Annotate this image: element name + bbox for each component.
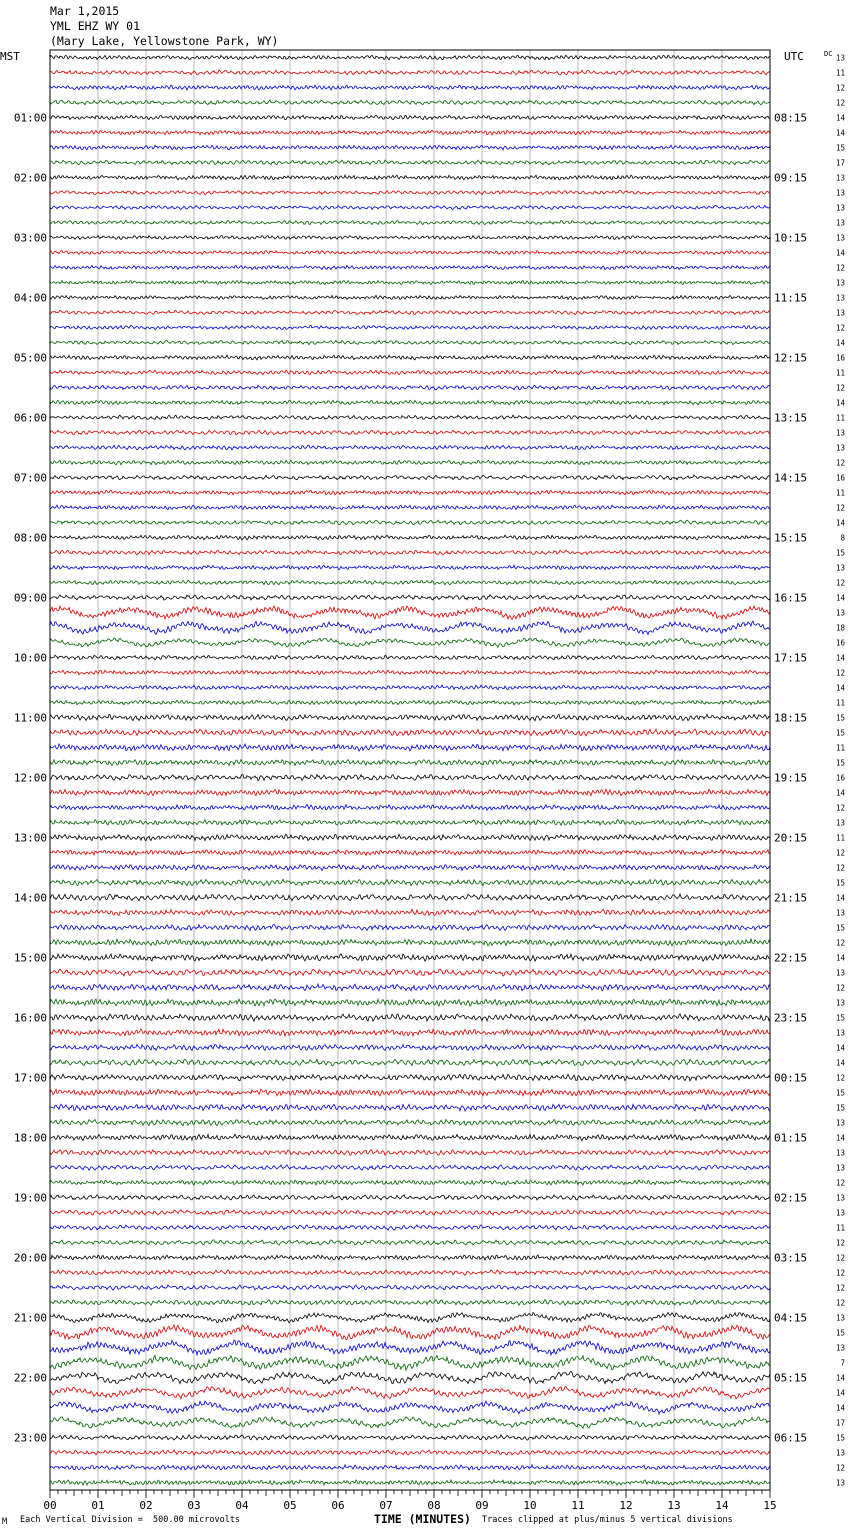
dc-offset-label: 13: [835, 173, 845, 183]
utc-hour-labels: [774, 112, 807, 1445]
utc-hour-label: 19:15: [774, 771, 808, 785]
minute-gridlines: [98, 50, 722, 1490]
dc-offset-label: 13: [835, 1193, 845, 1203]
trace-line: [50, 1340, 770, 1355]
dc-offset-label: 13: [835, 1118, 845, 1128]
trace-line: [50, 1014, 770, 1021]
trace-line: [50, 1180, 770, 1185]
dc-offset-label: 13: [835, 608, 845, 618]
trace-line: [50, 1313, 770, 1323]
dc-offset-label: 14: [835, 1133, 845, 1143]
dc-offset-label: 11: [835, 68, 845, 78]
dc-offset-label: 17: [835, 158, 845, 168]
dc-offset-label: 13: [835, 563, 845, 573]
x-axis: [43, 1490, 776, 1512]
trace-line: [50, 1480, 770, 1485]
trace-line: [50, 190, 770, 194]
dc-offset-label: 14: [835, 593, 845, 603]
trace-line: [50, 1225, 770, 1230]
utc-hour-label: 01:15: [774, 1131, 808, 1145]
dc-offset-label: 16: [835, 473, 845, 483]
dc-offset-label: 12: [835, 668, 845, 678]
dc-offset-label: 12: [835, 863, 845, 873]
trace-line: [50, 85, 770, 90]
trace-line: [50, 1104, 770, 1111]
dc-offset-label: 15: [835, 728, 845, 738]
dc-offset-label: 13: [835, 1208, 845, 1218]
trace-line: [50, 744, 770, 751]
trace-line: [50, 1300, 770, 1306]
trace-line: [50, 999, 770, 1006]
trace-line: [50, 160, 770, 165]
trace-line: [50, 130, 770, 135]
utc-hour-label: 02:15: [774, 1191, 808, 1205]
utc-hour-label: 08:15: [774, 111, 808, 125]
dc-offset-label: 12: [835, 83, 845, 93]
corner-mark: M: [2, 1517, 8, 1527]
dc-offset-label: 13: [835, 968, 845, 978]
utc-hour-label: 03:15: [774, 1251, 808, 1265]
trace-line: [50, 370, 770, 375]
dc-offset-label: 12: [835, 1238, 845, 1248]
x-tick-label: 02: [139, 1499, 153, 1512]
mst-hour-label: 12:00: [13, 771, 47, 785]
trace-line: [50, 475, 770, 480]
mst-hour-label: 17:00: [13, 1071, 47, 1085]
dc-offset-label: 12: [835, 263, 845, 273]
dc-offset-label: 13: [835, 443, 845, 453]
trace-line: [50, 1270, 770, 1275]
mst-hour-label: 22:00: [13, 1371, 47, 1385]
mst-hour-label: 09:00: [13, 591, 47, 605]
dc-offset-label: 13: [835, 308, 845, 318]
dc-offset-label: 12: [835, 803, 845, 813]
trace-line: [50, 340, 770, 344]
dc-offset-label: 15: [835, 143, 845, 153]
dc-offset-label: 12: [835, 848, 845, 858]
dc-offset-label: 13: [835, 908, 845, 918]
trace-line: [50, 70, 770, 75]
trace-line: [50, 894, 770, 901]
dc-offset-label: 13: [835, 1478, 845, 1488]
dc-offset-label: 15: [835, 878, 845, 888]
x-tick-label: 10: [523, 1499, 537, 1512]
trace-line: [50, 415, 770, 420]
dc-offset-label: 14: [835, 1058, 845, 1068]
utc-hour-label: 20:15: [774, 831, 808, 845]
trace-line: [50, 834, 770, 840]
dc-offset-label: 12: [835, 383, 845, 393]
dc-offset-label: 11: [835, 833, 845, 843]
dc-offset-label: 11: [835, 413, 845, 423]
x-tick-label: 07: [379, 1499, 393, 1512]
dc-offset-label: 11: [835, 368, 845, 378]
x-tick-label: 09: [475, 1499, 489, 1512]
trace-line: [50, 1371, 770, 1383]
trace-line: [50, 606, 770, 620]
mst-hour-label: 23:00: [13, 1431, 47, 1445]
trace-line: [50, 250, 770, 254]
trace-line: [50, 1089, 770, 1096]
x-tick-label: 15: [763, 1499, 777, 1512]
utc-hour-label: 15:15: [774, 531, 808, 545]
utc-hour-label: 06:15: [774, 1431, 808, 1445]
dc-offset-label: 12: [835, 323, 845, 333]
trace-line: [50, 1435, 770, 1440]
utc-hour-label: 12:15: [774, 351, 808, 365]
mst-hour-label: 06:00: [13, 411, 47, 425]
dc-offset-label: 14: [835, 1373, 845, 1383]
trace-line: [50, 205, 770, 209]
trace-line: [50, 1401, 770, 1414]
trace-line: [50, 265, 770, 269]
dc-offset-label: 13: [835, 188, 845, 198]
trace-line: [50, 595, 770, 600]
dc-offset-label: 13: [835, 1313, 845, 1323]
dc-offset-label: 14: [835, 953, 845, 963]
dc-offset-label: 14: [835, 683, 845, 693]
mst-hour-label: 21:00: [13, 1311, 47, 1325]
utc-hour-label: 05:15: [774, 1371, 808, 1385]
utc-hour-label: 17:15: [774, 651, 808, 665]
dc-offset-label: 13: [835, 818, 845, 828]
dc-offset-label: 13: [835, 1448, 845, 1458]
trace-line: [50, 879, 770, 885]
x-axis-title: TIME (MINUTES): [374, 1512, 471, 1526]
trace-line: [50, 1325, 770, 1340]
trace-line: [50, 1059, 770, 1066]
mst-hour-label: 02:00: [13, 171, 47, 185]
trace-line: [50, 638, 770, 647]
dc-offset-label: 12: [835, 1178, 845, 1188]
trace-line: [50, 55, 770, 60]
trace-line: [50, 235, 770, 239]
dc-offset-label: 14: [835, 1388, 845, 1398]
trace-line: [50, 1134, 770, 1140]
dc-offset-label: 12: [835, 503, 845, 513]
x-tick-label: 13: [667, 1499, 681, 1512]
utc-hour-label: 13:15: [774, 411, 808, 425]
dc-offset-label: 8: [840, 533, 845, 543]
utc-hour-label: 21:15: [774, 891, 808, 905]
utc-hour-label: 22:15: [774, 951, 808, 965]
dc-offset-label: 12: [835, 1283, 845, 1293]
trace-line: [50, 909, 770, 915]
clipping-note: Traces clipped at plus/minus 5 vertical divisions: [482, 1515, 733, 1525]
trace-line: [50, 1150, 770, 1156]
trace-line: [50, 700, 770, 705]
trace-line: [50, 729, 770, 736]
mst-hour-label: 13:00: [13, 831, 47, 845]
utc-hour-label: 10:15: [774, 231, 808, 245]
mst-hour-label: 14:00: [13, 891, 47, 905]
dc-offset-label: 14: [835, 338, 845, 348]
utc-hour-label: 18:15: [774, 711, 808, 725]
utc-hour-label: 14:15: [774, 471, 808, 485]
dc-axis-label: DC: [824, 50, 833, 58]
dc-offset-label: 12: [835, 1463, 845, 1473]
dc-offset-label: 14: [835, 113, 845, 123]
utc-hour-label: 16:15: [774, 591, 808, 605]
dc-offset-label: 11: [835, 1223, 845, 1233]
utc-axis-label: UTC: [784, 50, 804, 63]
mst-hour-label: 10:00: [13, 651, 47, 665]
trace-line: [50, 850, 770, 856]
x-tick-label: 05: [283, 1499, 297, 1512]
trace-line: [50, 280, 770, 284]
trace-line: [50, 295, 770, 299]
seismic-traces: [50, 55, 770, 1485]
dc-offset-label: 15: [835, 713, 845, 723]
dc-offset-label: 13: [835, 203, 845, 213]
x-tick-label: 04: [235, 1499, 249, 1512]
station-code: YML EHZ WY 01: [50, 19, 141, 33]
trace-line: [50, 220, 770, 224]
dc-offset-label: 13: [835, 53, 845, 63]
utc-hour-label: 00:15: [774, 1071, 808, 1085]
trace-line: [50, 805, 770, 811]
x-tick-label: 08: [427, 1499, 441, 1512]
trace-line: [50, 550, 770, 555]
dc-offset-label: 15: [835, 923, 845, 933]
trace-line: [50, 1465, 770, 1470]
trace-line: [50, 1285, 770, 1290]
trace-line: [50, 175, 770, 180]
trace-line: [50, 1165, 770, 1170]
dc-offset-label: 15: [835, 758, 845, 768]
dc-offset-label: 16: [835, 638, 845, 648]
trace-line: [50, 310, 770, 314]
trace-line: [50, 490, 770, 495]
dc-offset-label: 14: [835, 653, 845, 663]
dc-offset-label: 13: [835, 1028, 845, 1038]
x-tick-label: 11: [571, 1499, 585, 1512]
dc-offset-label: 15: [835, 1433, 845, 1443]
mst-hour-label: 19:00: [13, 1191, 47, 1205]
dc-offset-label: 14: [835, 1043, 845, 1053]
dc-offset-label: 16: [835, 773, 845, 783]
trace-line: [50, 1355, 770, 1370]
trace-line: [50, 865, 770, 871]
dc-offset-label: 12: [835, 1253, 845, 1263]
dc-offset-label: 14: [835, 398, 845, 408]
trace-line: [50, 1387, 770, 1399]
x-tick-label: 06: [331, 1499, 345, 1512]
trace-line: [50, 1450, 770, 1455]
trace-line: [50, 385, 770, 390]
dc-offset-label: 12: [835, 98, 845, 108]
trace-line: [50, 460, 770, 465]
x-tick-label: 12: [619, 1499, 633, 1512]
trace-line: [50, 430, 770, 435]
mst-hour-label: 20:00: [13, 1251, 47, 1265]
dc-offset-label: 12: [835, 983, 845, 993]
trace-line: [50, 400, 770, 405]
mst-hour-label: 08:00: [13, 531, 47, 545]
trace-line: [50, 1210, 770, 1215]
dc-offset-label: 12: [835, 1073, 845, 1083]
dc-offset-label: 15: [835, 548, 845, 558]
mst-hour-label: 16:00: [13, 1011, 47, 1025]
dc-offset-label: 14: [835, 1403, 845, 1413]
dc-offset-label: 15: [835, 1013, 845, 1023]
mst-hour-label: 05:00: [13, 351, 47, 365]
trace-line: [50, 115, 770, 120]
trace-line: [50, 1255, 770, 1260]
dc-offset-label: 13: [835, 1148, 845, 1158]
x-tick-label: 03: [187, 1499, 201, 1512]
trace-line: [50, 655, 770, 660]
trace-line: [50, 789, 770, 795]
dc-offset-label: 11: [835, 743, 845, 753]
mst-hour-labels: [14, 112, 47, 1445]
dc-offset-label: 11: [835, 488, 845, 498]
dc-offset-label: 13: [835, 998, 845, 1008]
trace-line: [50, 939, 770, 946]
dc-offset-label: 15: [835, 1088, 845, 1098]
trace-line: [50, 685, 770, 690]
mst-hour-label: 15:00: [13, 951, 47, 965]
trace-line: [50, 355, 770, 360]
mst-axis-label: MST: [0, 50, 20, 63]
dc-offset-label: 13: [835, 1343, 845, 1353]
trace-line: [50, 714, 770, 720]
vertical-division-note: Each Vertical Division = 500.00 microvolts: [20, 1515, 241, 1525]
dc-offset-label: 12: [835, 578, 845, 588]
plot-frame: [50, 50, 770, 1490]
trace-line: [50, 1074, 770, 1081]
trace-line: [50, 774, 770, 780]
dc-offset-label: 14: [835, 248, 845, 258]
trace-line: [50, 1417, 770, 1428]
dc-offset-label: 14: [835, 893, 845, 903]
dc-offset-label: 18: [835, 623, 845, 633]
mst-hour-label: 03:00: [13, 231, 47, 245]
dc-offset-labels: [836, 54, 846, 1488]
dc-offset-label: 12: [835, 1268, 845, 1278]
trace-line: [50, 1240, 770, 1245]
dc-offset-label: 11: [835, 698, 845, 708]
utc-hour-label: 23:15: [774, 1011, 808, 1025]
trace-line: [50, 145, 770, 150]
trace-line: [50, 1044, 770, 1050]
utc-hour-label: 11:15: [774, 291, 808, 305]
dc-offset-label: 12: [835, 1298, 845, 1308]
trace-line: [50, 505, 770, 510]
dc-offset-label: 13: [835, 233, 845, 243]
dc-offset-label: 14: [835, 518, 845, 528]
dc-offset-label: 17: [835, 1418, 845, 1428]
trace-line: [50, 1029, 770, 1036]
dc-offset-label: 15: [835, 1103, 845, 1113]
dc-offset-label: 13: [835, 1163, 845, 1173]
dc-offset-label: 16: [835, 353, 845, 363]
dc-offset-label: 13: [835, 293, 845, 303]
dc-offset-label: 14: [835, 788, 845, 798]
dc-offset-label: 14: [835, 128, 845, 138]
utc-hour-label: 04:15: [774, 1311, 808, 1325]
trace-line: [50, 984, 770, 991]
dc-offset-label: 13: [835, 278, 845, 288]
trace-line: [50, 1119, 770, 1125]
x-tick-label: 01: [91, 1499, 105, 1512]
x-tick-label: 14: [715, 1499, 729, 1512]
dc-offset-label: 13: [835, 218, 845, 228]
plot-date: Mar 1,2015: [50, 4, 120, 18]
trace-line: [50, 1195, 770, 1200]
mst-hour-label: 04:00: [13, 291, 47, 305]
dc-offset-label: 7: [840, 1358, 845, 1368]
trace-line: [50, 760, 770, 766]
trace-line: [50, 580, 770, 585]
trace-line: [50, 969, 770, 976]
utc-hour-label: 09:15: [774, 171, 808, 185]
trace-line: [50, 520, 770, 525]
station-location: (Mary Lake, Yellowstone Park, WY): [50, 34, 279, 48]
dc-offset-label: 13: [835, 428, 845, 438]
trace-line: [50, 670, 770, 675]
dc-offset-label: 12: [835, 458, 845, 468]
trace-line: [50, 565, 770, 570]
dc-offset-label: 12: [835, 938, 845, 948]
mst-hour-label: 07:00: [13, 471, 47, 485]
trace-line: [50, 445, 770, 450]
mst-hour-label: 11:00: [13, 711, 47, 725]
trace-line: [50, 100, 770, 105]
trace-line: [50, 954, 770, 961]
mst-hour-label: 01:00: [13, 111, 47, 125]
trace-line: [50, 535, 770, 540]
trace-line: [50, 820, 770, 826]
trace-line: [50, 925, 770, 931]
dc-offset-label: 15: [835, 1328, 845, 1338]
mst-hour-label: 18:00: [13, 1131, 47, 1145]
x-tick-label: 00: [43, 1499, 57, 1512]
trace-line: [50, 325, 770, 329]
trace-line: [50, 621, 770, 634]
